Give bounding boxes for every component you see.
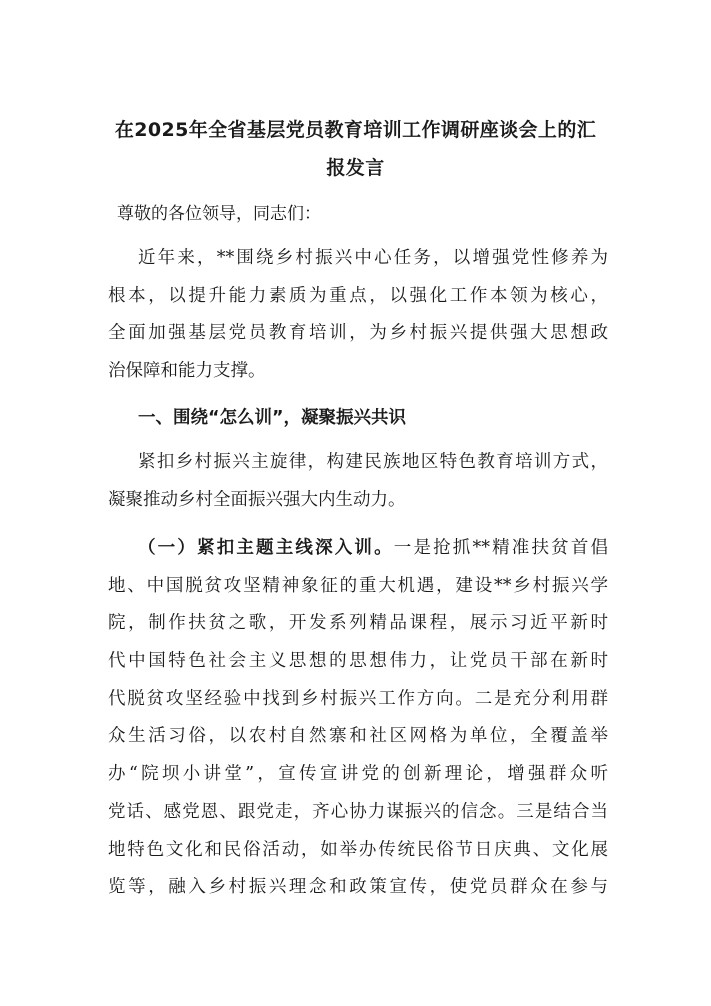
intro-line: 近年来，**围绕乡村振兴中心任务，以增强党性修养为 (138, 248, 608, 268)
intro-line: 根本，以提升能力素质为重点，以强化工作本领为核心， (108, 285, 608, 306)
subsection-1-line: 办“院坝小讲堂”，宣传宣讲党的创新理论，增强群众听 (108, 764, 608, 785)
document-title-line-1: 在2025年全省基层党员教育培训工作调研座谈会上的汇 (114, 119, 597, 141)
subsection-1-heading: （一）紧扣主题主线深入训。 (138, 538, 394, 558)
subsection-1-line: 代中国特色社会主义思想的思想伟力，让党员干部在新时 (108, 651, 608, 672)
subsection-1-paragraph (108, 530, 608, 907)
subsection-1-line: 代脱贫攻坚经验中找到乡村振兴工作方向。二是充分利用群 (108, 688, 608, 709)
subsection-1-line: 地、中国脱贫攻坚精神象征的重大机遇，建设**乡村振兴学 (108, 575, 608, 596)
subsection-1-line: 党话、感党恩、跟党走，齐心协力谋振兴的信念。三是结合当 (108, 801, 608, 822)
subsection-1-line: 院，制作扶贫之歌，开发系列精品课程，展示习近平新时 (108, 613, 608, 634)
section-1-heading: 一、围绕“怎么训”，凝聚振兴共识 (138, 408, 407, 428)
subsection-1-line: 地特色文化和民俗活动，如举办传统民俗节日庆典、文化展 (108, 839, 608, 860)
intro-line: 治保障和能力支撑。 (108, 361, 266, 382)
section-1-line: 凝聚推动乡村全面振兴强大内生动力。 (108, 489, 406, 510)
salutation: 尊敬的各位领导，同志们： (117, 204, 321, 224)
intro-line: 全面加强基层党员教育培训，为乡村振兴提供强大思想政 (108, 323, 608, 344)
section-1-paragraph (108, 444, 608, 519)
intro-paragraph (108, 240, 608, 391)
subsection-1-first-line-text: 一是抢抓**精准扶贫首倡 (393, 538, 609, 558)
subsection-1-line: 众生活习俗，以农村自然寨和社区网格为单位，全覆盖举 (108, 726, 608, 747)
section-1-line: 紧扣乡村振兴主旋律，构建民族地区特色教育培训方式， (138, 452, 608, 472)
subsection-1-line: 览等，融入乡村振兴理念和政策宣传，使党员群众在参与 (108, 877, 608, 898)
document-title-line-2: 报发言 (326, 157, 385, 179)
subsection-1-first-line (108, 530, 608, 568)
